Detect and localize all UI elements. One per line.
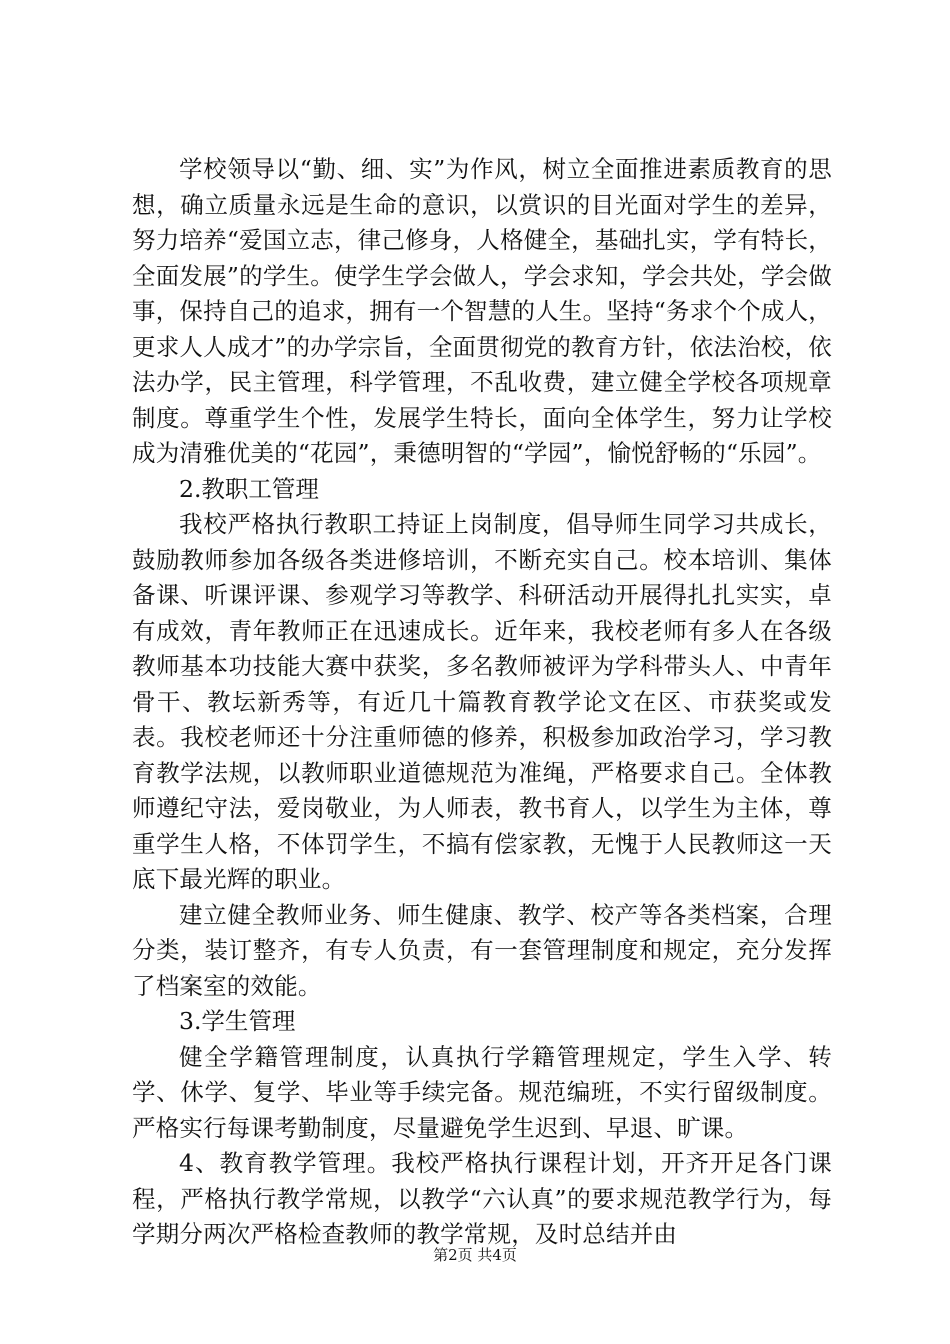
paragraph-staff-management: 我校严格执行教职工持证上岗制度，倡导师生同学习共成长，鼓励教师参加各级各类进修培训，不断充实自己。校本培训、集体备课、听课评课、参观学习等教学、科研活动开展得扎扎实实，卓有成效，青年教师正在迅速成长。近年来，我校老师有多人在各级教师基本功技能大赛中获奖，多名教师被评为学科带头人、中青年骨干、教坛新秀等，有近几十篇教育教学论文在区、市获奖或发表。我校老师还十分注重师德的修养，积极参加政治学习，学习教育教学法规，以教师职业道德规范为准绳，严格要求自己。全体教师遵纪守法，爱岗敬业，为人师表，教书育人，以学生为主体，尊重学生人格，不体罚学生，不搞有偿家教，无愧于人民教师这一天底下最光辉的职业。	[132, 510, 832, 893]
paragraph-teaching-management: 4、教育教学管理。我校严格执行课程计划，开齐开足各门课程，严格执行教学常规，以教学“六认真”的要求规范教学行为，每学期分两次严格检查教师的教学常规，及时总结并由	[132, 1149, 832, 1248]
paragraph-student-management: 健全学籍管理制度，认真执行学籍管理规定，学生入学、转学、休学、复学、毕业等手续完备。规范编班，不实行留级制度。严格实行每课考勤制度，尽量避免学生迟到、早退、旷课。	[132, 1042, 832, 1142]
section-heading-staff-management: 2.教职工管理	[179, 474, 319, 503]
document-body	[132, 152, 832, 1253]
paragraph-archives: 建立健全教师业务、师生健康、教学、校产等各类档案，合理分类，装订整齐，有专人负责，有一套管理制度和规定，充分发挥了档案室的效能。	[132, 900, 832, 1000]
paragraph-school-leadership: 学校领导以“勤、细、实”为作风，树立全面推进素质教育的思想，确立质量永远是生命的意识，以赏识的目光面对学生的差异，努力培养“爱国立志，律己修身，人格健全，基础扎实，学有特长，全面发展”的学生。使学生学会做人，学会求知，学会共处，学会做事，保持自己的追求，拥有一个智慧的人生。坚持“务求个个成人，更求人人成才”的办学宗旨，全面贯彻党的教育方针，依法治校，依法办学，民主管理，科学管理，不乱收费，建立健全学校各项规章制度。尊重学生个性，发展学生特长，面向全体学生，努力让学校成为清雅优美的“花园”，秉德明智的“学园”，愉悦舒畅的“乐园”。	[132, 155, 832, 467]
page-number-footer: 第2页 共4页	[433, 1246, 517, 1264]
section-heading-student-management: 3.学生管理	[179, 1007, 296, 1035]
